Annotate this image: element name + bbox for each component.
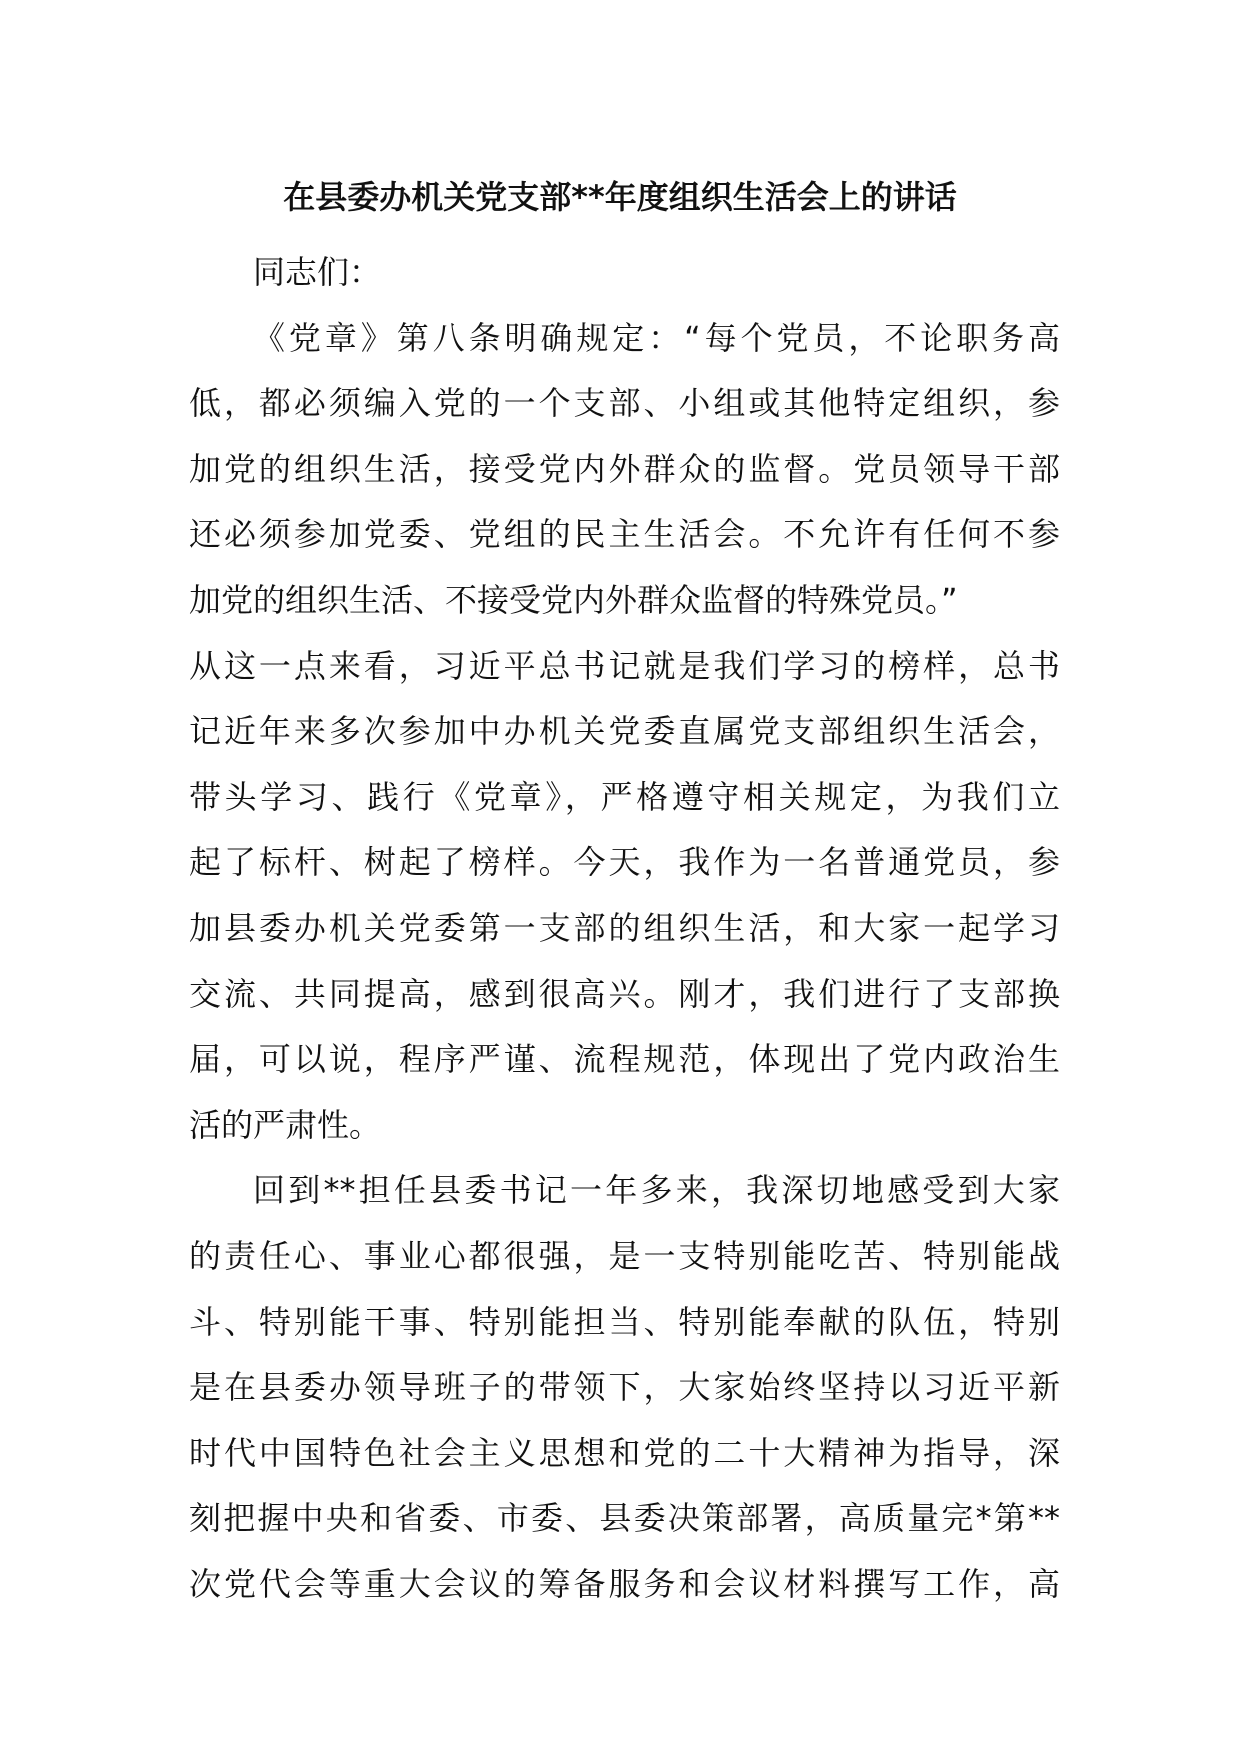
document-title: 在县委办机关党支部**年度组织生活会上的讲话 xyxy=(283,178,957,216)
text-line: 记近年来多次参加中办机关党委直属党支部组织生活会， xyxy=(189,712,1060,751)
text-line: 时代中国特色社会主义思想和党的二十大精神为指导，深 xyxy=(189,1433,1060,1472)
text-line: 加县委办机关党委第一支部的组织生活，和大家一起学习 xyxy=(189,908,1060,947)
text-line: 还必须参加党委、党组的民主生活会。不允许有任何不参 xyxy=(189,515,1060,554)
text-line: 低，都必须编入党的一个支部、小组或其他特定组织，参 xyxy=(189,384,1060,423)
text-line: 同志们： xyxy=(253,253,382,291)
text-line: 《党章》第八条明确规定：“每个党员，不论职务高 xyxy=(253,318,1060,357)
document-body xyxy=(189,240,1060,1617)
text-line: 交流、共同提高，感到很高兴。刚才，我们进行了支部换 xyxy=(189,974,1060,1013)
text-line: 的责任心、事业心都很强，是一支特别能吃苦、特别能战 xyxy=(189,1236,1060,1275)
text-line: 届，可以说，程序严谨、流程规范，体现出了党内政治生 xyxy=(189,1040,1060,1079)
text-line: 是在县委办领导班子的带领下，大家始终坚持以习近平新 xyxy=(189,1368,1060,1407)
text-line: 回到**担任县委书记一年多来，我深切地感受到大家 xyxy=(253,1171,1060,1210)
text-line: 刻把握中央和省委、市委、县委决策部署，高质量完*第** xyxy=(189,1499,1060,1538)
text-line: 活的严肃性。 xyxy=(189,1105,382,1144)
text-line: 加党的组织生活、不接受党内外群众监督的特殊党员。” xyxy=(189,580,958,619)
text-line: 斗、特别能干事、特别能担当、特别能奉献的队伍，特别 xyxy=(189,1302,1060,1341)
text-line: 次党代会等重大会议的筹备服务和会议材料撰写工作，高 xyxy=(189,1564,1060,1603)
text-line: 加党的组织生活，接受党内外群众的监督。党员领导干部 xyxy=(189,449,1060,488)
text-line: 带头学习、践行《党章》，严格遵守相关规定，为我们立 xyxy=(189,777,1060,816)
text-line: 从这一点来看，习近平总书记就是我们学习的榜样，总书 xyxy=(189,646,1060,685)
text-line: 起了标杆、树起了榜样。今天，我作为一名普通党员，参 xyxy=(189,843,1060,882)
